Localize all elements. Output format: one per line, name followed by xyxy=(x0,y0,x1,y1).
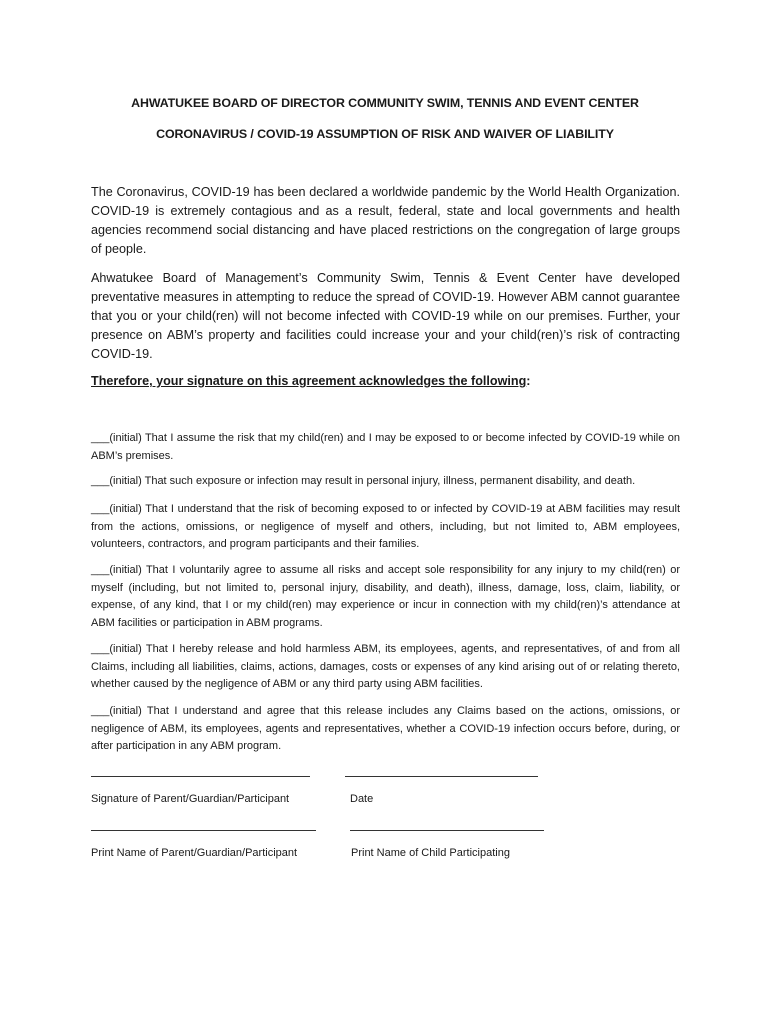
child-name-line[interactable] xyxy=(350,830,544,831)
acknowledgement-item: ___(initial) That I voluntarily agree to assume all risks and accept sole responsibility for any injury to my child(ren) or myself (including, but not limited to, personal injury, disability, and death), illness, damage, loss, claim, liability, or expense, of any kind, that I or my child(ren) may experience or incur in connection with my child(ren)’s attendance at ABM facilities or participation in ABM programs. xyxy=(91,564,680,629)
acknowledgement-heading xyxy=(91,374,530,388)
acknowledgement-item: ___(initial) That I understand that the risk of becoming exposed to or infected by COVID-19 at ABM facilities may result from the actions, omissions, or negligence of myself and others, including, but not limited to, ABM employees, volunteers, contractors, and program participants and their families. xyxy=(91,503,680,550)
document-title: AHWATUKEE BOARD OF DIRECTOR COMMUNITY SWIM, TENNIS AND EVENT CENTER xyxy=(131,96,639,110)
acknowledgement-item: ___(initial) That I understand and agree that this release includes any Claims based on the actions, omissions, or negligence of ABM, its employees, agents and representatives, whether a COVID-19 infection occurs before, during, or after participation in any ABM program. xyxy=(91,705,680,752)
measures-paragraph: Ahwatukee Board of Management’s Community Swim, Tennis & Event Center have developed preventative measures in attempting to reduce the spread of COVID-19. However ABM cannot guarantee that you or your child(ren) will not become infected with COVID-19 while on our premises. Further, your presence on ABM’s property and facilities could increase your and your child(ren)’s risk of contracting COVID-19. xyxy=(91,271,680,361)
print-name-line[interactable] xyxy=(91,830,316,831)
child-name-label: Print Name of Child Participating xyxy=(351,847,510,859)
signature-line[interactable] xyxy=(91,776,310,777)
intro-paragraph: The Coronavirus, COVID-19 has been declared a worldwide pandemic by the World Health Organization. COVID-19 is extremely contagious and as a result, federal, state and local governments and health agencies recommend social distancing and have placed restrictions on the congregation of large groups of people. xyxy=(91,185,680,256)
acknowledgement-heading-colon: : xyxy=(526,374,531,388)
acknowledgement-item: ___(initial) That I hereby release and hold harmless ABM, its employees, agents, and representatives, of and from all Claims, including all liabilities, claims, actions, damages, costs or expenses of any kind arising out of or relating thereto, whether caused by the negligence of ABM or any third party using ABM facilities. xyxy=(91,643,680,690)
date-label: Date xyxy=(350,793,374,805)
document-subtitle: CORONAVIRUS / COVID-19 ASSUMPTION OF RISK AND WAIVER OF LIABILITY xyxy=(156,127,614,141)
print-name-label: Print Name of Parent/Guardian/Participant xyxy=(91,847,298,859)
acknowledgement-heading-text: Therefore, your signature on this agreement acknowledges the following xyxy=(91,374,527,388)
acknowledgement-item: ___(initial) That such exposure or infection may result in personal injury, illness, permanent disability, and death. xyxy=(91,475,636,487)
date-line[interactable] xyxy=(345,776,538,777)
acknowledgement-item: ___(initial) That I assume the risk that my child(ren) and I may be exposed to or become infected by COVID-19 while on ABM’s premises. xyxy=(91,432,680,462)
signature-label: Signature of Parent/Guardian/Participant xyxy=(91,793,290,805)
